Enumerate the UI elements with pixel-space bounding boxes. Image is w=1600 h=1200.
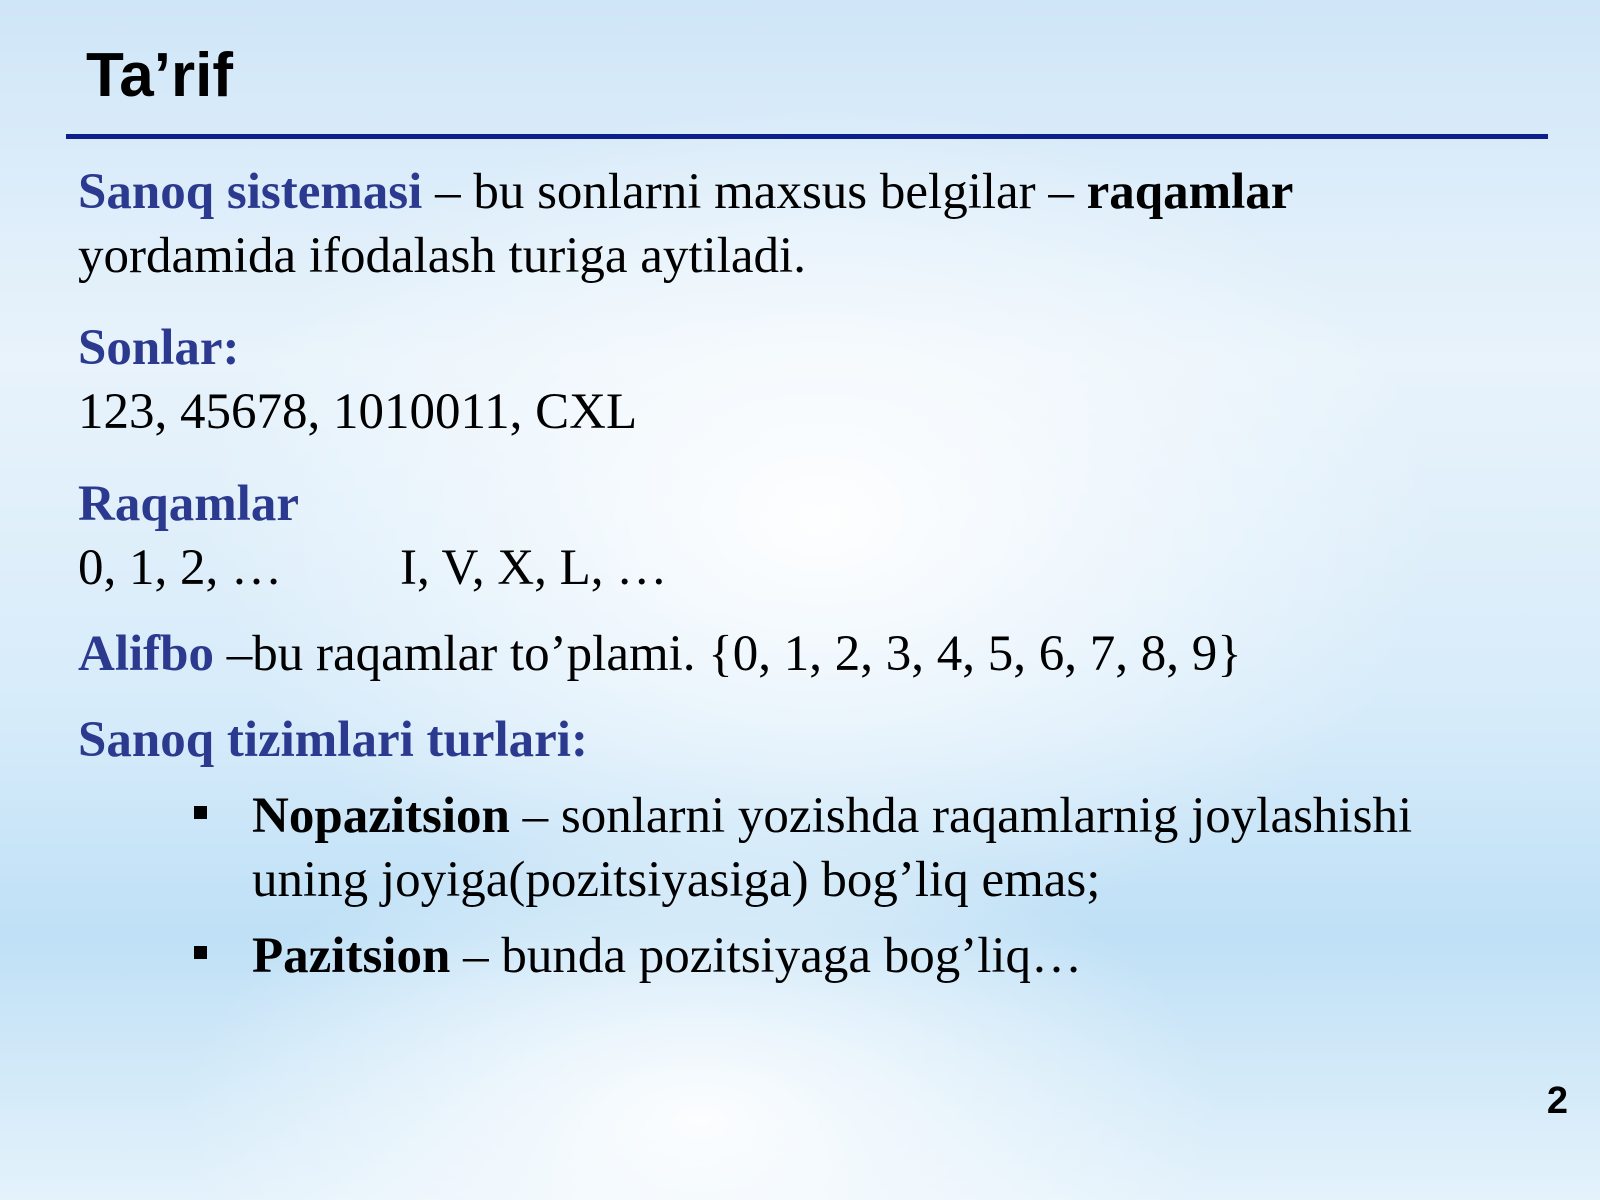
digits-heading: Raqamlar	[78, 476, 299, 532]
square-bullet-icon	[194, 946, 207, 959]
slide-body	[78, 160, 1538, 988]
digits-block	[78, 472, 1538, 600]
numbers-examples: 123, 45678, 1010011, CXL	[78, 384, 638, 440]
numbers-heading: Sonlar:	[78, 320, 240, 376]
type-description: – bunda pozitsiyaga bog’liq…	[450, 928, 1083, 984]
alphabet-term: Alifbo	[78, 626, 215, 682]
definition-highlight: raqamlar	[1086, 164, 1294, 220]
type-term: Pazitsion	[252, 928, 451, 984]
type-description: – sonlarni yozishda raqamlarnig joylashishi uning joyiga(pozitsiyasiga) bog’liq emas;	[252, 788, 1413, 908]
slide-title: Ta’rif	[86, 41, 233, 110]
numbers-block	[78, 316, 1538, 444]
alphabet-text: –bu raqamlar to’plami. {0, 1, 2, 3, 4, 5, 6, 7, 8, 9}	[214, 626, 1242, 682]
definition-paragraph	[78, 160, 1538, 288]
page-number: 2	[1546, 1080, 1568, 1122]
definition-text-2: yordamida ifodalash turiga aytiladi.	[78, 228, 806, 284]
digits-roman: I, V, X, L, …	[400, 540, 668, 596]
list-item	[78, 924, 1538, 988]
definition-text-1: – bu sonlarni maxsus belgilar –	[422, 164, 1087, 220]
square-bullet-icon	[194, 806, 207, 819]
list-item	[78, 784, 1538, 912]
digits-arabic: 0, 1, 2, …	[78, 540, 282, 596]
type-term: Nopazitsion	[252, 788, 510, 844]
title-divider	[66, 134, 1548, 139]
types-list	[78, 784, 1538, 988]
alphabet-paragraph	[78, 622, 1538, 686]
types-heading: Sanoq tizimlari turlari:	[78, 712, 588, 768]
definition-term: Sanoq sistemasi	[78, 164, 423, 220]
